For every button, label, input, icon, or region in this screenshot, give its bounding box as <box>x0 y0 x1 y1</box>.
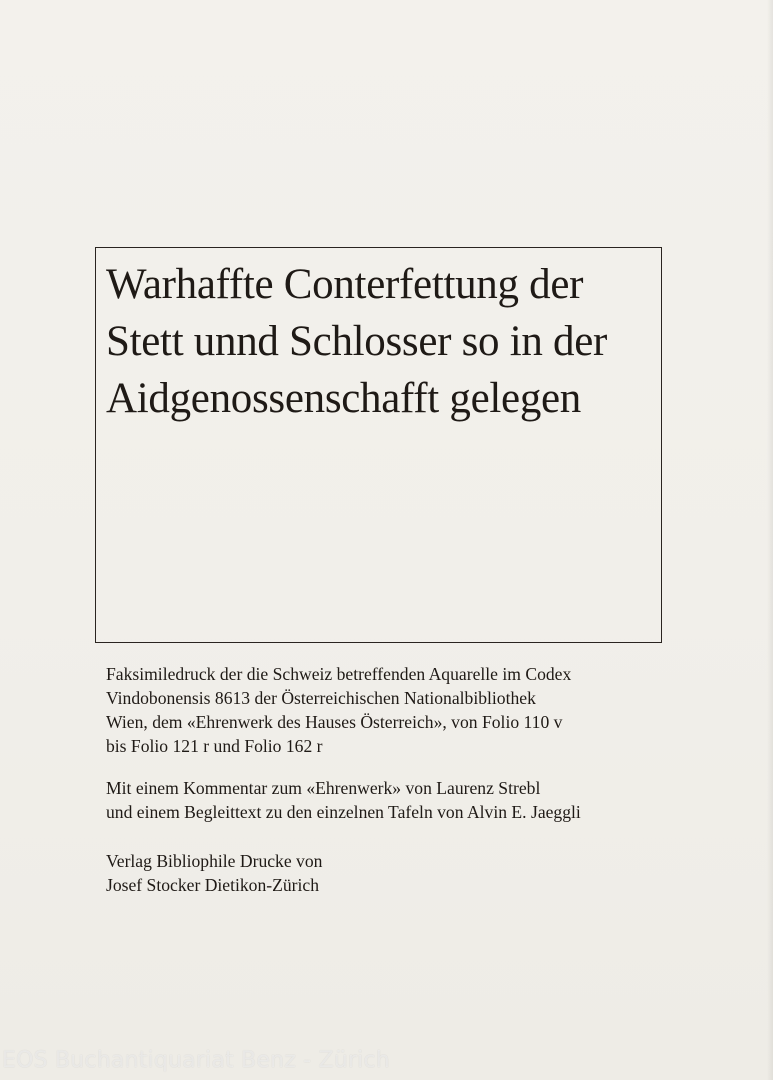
facsimile-description <box>106 662 571 758</box>
commentary-credits <box>106 776 581 824</box>
facsimile-line: Wien, dem «Ehrenwerk des Hauses Österreich», von Folio 110 v <box>106 712 563 732</box>
title-line: Stett unnd Schlosser so in der <box>106 318 607 365</box>
title-line: Warhaffte Conterfettung der <box>106 261 584 308</box>
publisher-imprint <box>106 849 322 897</box>
book-title <box>106 256 607 427</box>
commentary-line: Mit einem Kommentar zum «Ehrenwerk» von Laurenz Strebl <box>106 778 541 798</box>
page-edge-shadow <box>767 0 773 1080</box>
facsimile-line: Faksimiledruck der die Schweiz betreffenden Aquarelle im Codex <box>106 664 572 684</box>
facsimile-line: Vindobonensis 8613 der Österreichischen Nationalbibliothek <box>106 688 536 708</box>
publisher-line: Josef Stocker Dietikon-Zürich <box>106 875 320 895</box>
commentary-line: und einem Begleittext zu den einzelnen Tafeln von Alvin E. Jaeggli <box>106 802 581 822</box>
publisher-line: Verlag Bibliophile Drucke von <box>106 851 323 871</box>
watermark: EOS Buchantiquariat Benz - Zürich <box>2 1048 390 1073</box>
facsimile-line: bis Folio 121 r und Folio 162 r <box>106 736 323 756</box>
title-line: Aidgenossenschafft gelegen <box>106 375 582 422</box>
